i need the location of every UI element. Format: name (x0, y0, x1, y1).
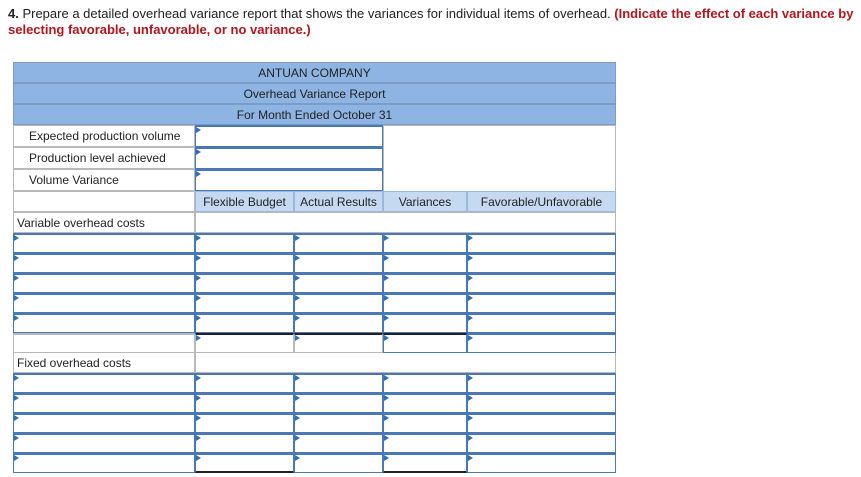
variable-effect-select[interactable] (467, 253, 616, 273)
variable-item-select[interactable] (13, 253, 195, 273)
column-header-blank (13, 191, 195, 212)
variable-variance-input[interactable] (383, 313, 467, 333)
fixed-effect-select[interactable] (467, 393, 616, 413)
fixed-flexible-input[interactable] (195, 413, 294, 433)
fixed-actual-input[interactable] (294, 433, 383, 453)
fixed-variance-input[interactable] (383, 433, 467, 453)
variable-flexible-input[interactable] (195, 273, 294, 293)
fixed-effect-select[interactable] (467, 373, 616, 393)
fixed-item-select[interactable] (13, 393, 195, 413)
variable-effect-select[interactable] (467, 293, 616, 313)
column-favorable-unfavorable: Favorable/Unfavorable (467, 191, 616, 212)
fixed-variance-input[interactable] (383, 393, 467, 413)
fixed-effect-select[interactable] (467, 433, 616, 453)
fixed-actual-input[interactable] (294, 393, 383, 413)
fixed-variance-input[interactable] (383, 373, 467, 393)
variable-actual-input[interactable] (294, 313, 383, 333)
question-note: (Indicate the effect of each variance by selecting favorable, unfavorable, or no variance.) (8, 6, 854, 37)
variable-item-select[interactable] (13, 313, 195, 333)
variable-total-effect[interactable] (467, 333, 616, 353)
fixed-variance-input[interactable] (383, 413, 467, 433)
variable-effect-select[interactable] (467, 313, 616, 333)
production-level-input[interactable] (195, 147, 383, 169)
fixed-item-select[interactable] (13, 453, 195, 473)
volume-variance-label: Volume Variance (13, 169, 195, 191)
variable-effect-select[interactable] (467, 233, 616, 253)
fixed-effect-select[interactable] (467, 413, 616, 433)
production-level-label: Production level achieved (13, 147, 195, 169)
volume-variance-input[interactable] (195, 169, 383, 191)
variable-item-select[interactable] (13, 233, 195, 253)
fixed-actual-input[interactable] (294, 373, 383, 393)
variable-total-flexible[interactable] (195, 333, 294, 353)
fixed-flexible-input[interactable] (195, 373, 294, 393)
variable-variance-input[interactable] (383, 293, 467, 313)
fixed-item-select[interactable] (13, 373, 195, 393)
fixed-variance-input[interactable] (383, 453, 467, 473)
variable-variance-input[interactable] (383, 253, 467, 273)
fixed-flexible-input[interactable] (195, 453, 294, 473)
volume-blank-area (383, 125, 616, 191)
variable-flexible-input[interactable] (195, 313, 294, 333)
column-flexible-budget: Flexible Budget (195, 191, 294, 212)
fixed-actual-input[interactable] (294, 453, 383, 473)
variable-variance-input[interactable] (383, 233, 467, 253)
overhead-variance-report (13, 62, 616, 473)
fixed-flexible-input[interactable] (195, 433, 294, 453)
variable-total-variance[interactable] (383, 333, 467, 353)
variable-actual-input[interactable] (294, 273, 383, 293)
question-text (8, 6, 856, 38)
report-period: For Month Ended October 31 (13, 104, 616, 125)
report-title: Overhead Variance Report (13, 83, 616, 104)
variable-total-actual[interactable] (294, 333, 383, 353)
spacer (195, 353, 616, 373)
fixed-item-select[interactable] (13, 433, 195, 453)
fixed-flexible-input[interactable] (195, 393, 294, 413)
question-body: Prepare a detailed overhead variance report that shows the variances for individual items of overhead. (18, 6, 615, 21)
fixed-overhead-label: Fixed overhead costs (13, 352, 195, 373)
variable-variance-input[interactable] (383, 273, 467, 293)
expected-volume-input[interactable] (195, 125, 383, 147)
variable-actual-input[interactable] (294, 233, 383, 253)
question-number: 4. (8, 6, 19, 21)
column-variances: Variances (383, 191, 467, 212)
column-actual-results: Actual Results (294, 191, 383, 212)
variable-flexible-input[interactable] (195, 233, 294, 253)
report-company: ANTUAN COMPANY (13, 62, 616, 83)
variable-item-select[interactable] (13, 273, 195, 293)
variable-effect-select[interactable] (467, 273, 616, 293)
variable-flexible-input[interactable] (195, 293, 294, 313)
variable-total-label (13, 333, 195, 353)
fixed-item-select[interactable] (13, 413, 195, 433)
expected-volume-label: Expected production volume (13, 125, 195, 147)
variable-actual-input[interactable] (294, 293, 383, 313)
variable-actual-input[interactable] (294, 253, 383, 273)
variable-item-select[interactable] (13, 293, 195, 313)
fixed-actual-input[interactable] (294, 413, 383, 433)
variable-overhead-blank (195, 212, 616, 233)
fixed-effect-select[interactable] (467, 453, 616, 473)
variable-overhead-label: Variable overhead costs (13, 212, 195, 233)
variable-flexible-input[interactable] (195, 253, 294, 273)
